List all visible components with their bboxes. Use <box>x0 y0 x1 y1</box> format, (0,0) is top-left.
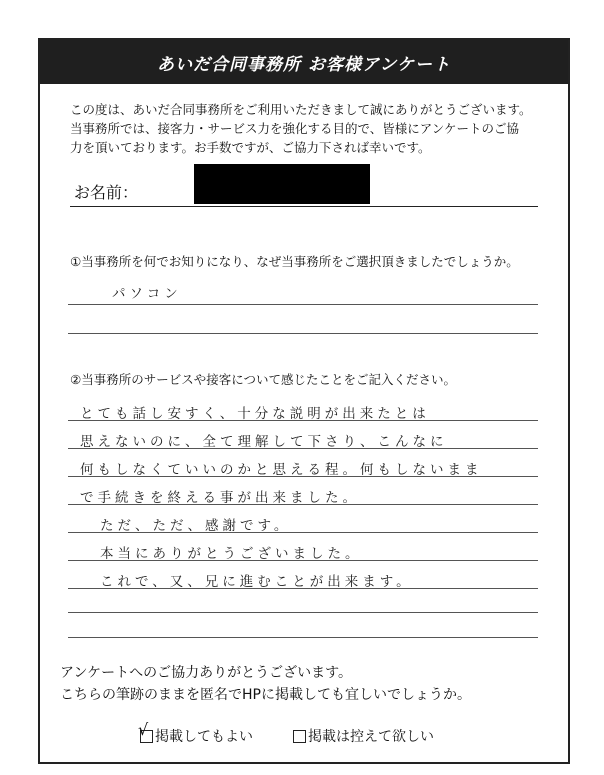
answer-2-line: で手続きを終える事が出来ました。 <box>80 490 360 506</box>
footer-text <box>60 662 471 706</box>
publish-options <box>138 719 434 746</box>
footer-permission-question: こちらの筆跡のままを匿名でHPに掲載しても宜しいでしょうか。 <box>60 687 471 703</box>
name-label: お名前： <box>74 183 139 202</box>
answer-line <box>68 304 538 305</box>
answer-2-line: 本当にありがとうございました。 <box>100 546 363 562</box>
intro-line: 当事務所では、接客力・サービス力を強化する目的で、皆様にアンケートのご協 <box>70 121 520 136</box>
answer-line <box>68 637 538 638</box>
question-1: ①当事務所を何でお知りになり、なぜ当事務所をご選択頂きましたでしょうか。 <box>70 254 519 269</box>
answer-2-line: これで、又、兄に進むことが出来ます。 <box>100 574 414 590</box>
decline-checkbox[interactable] <box>293 730 306 743</box>
agree-label: 掲載してもよい <box>155 729 253 745</box>
answer-1-handwriting: パソコン <box>112 286 182 302</box>
answer-2-line: とても話し安すく、十分な説明が出来たとは <box>80 406 430 422</box>
option-agree[interactable] <box>138 719 253 746</box>
name-field <box>70 176 538 207</box>
agree-checkbox[interactable] <box>138 719 153 743</box>
intro-line: 力を頂いております。お手数ですが、ご協力下されば幸いです。 <box>70 140 431 155</box>
decline-label: 掲載は控えて欲しい <box>308 729 434 745</box>
answer-line <box>68 612 538 613</box>
option-decline[interactable] <box>293 726 434 746</box>
answer-2-line: 思えないのに、全て理解して下さり、こんなに <box>80 434 448 450</box>
answer-2-line: 何もしなくていいのかと思える程。何もしないまま <box>80 462 483 478</box>
survey-title: あいだ合同事務所 お客様アンケート <box>40 40 568 84</box>
survey-sheet <box>38 38 570 764</box>
intro-line: この度は、あいだ合同事務所をご利用いただきまして誠にありがとうございます。 <box>70 102 532 117</box>
answer-2-line: ただ、ただ、感謝です。 <box>100 518 292 534</box>
footer-thanks: アンケートへのご協力ありがとうございます。 <box>60 665 353 681</box>
name-redaction <box>194 164 370 204</box>
question-2: ②当事務所のサービスや接客について感じたことをご記入ください。 <box>70 372 456 387</box>
intro-text <box>70 100 560 157</box>
checkmark-icon: √ <box>138 719 149 739</box>
answer-line <box>68 333 538 334</box>
